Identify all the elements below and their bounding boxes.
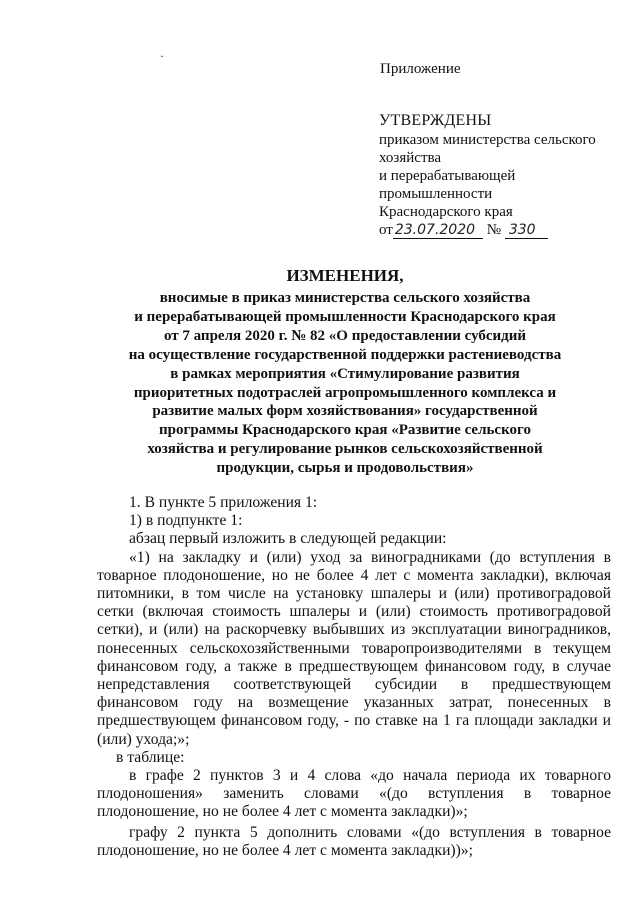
order-date: 23.07.2020 <box>393 222 483 239</box>
paragraph-4: «1) на закладку и (или) уход за виноградниками (до вступления в товарное плодоношение, но не более 4 лет с момента закладки), включая питомники, в том числе на установку шпалеры и (или) противоградовой сетки (включая стоимость шпалеры и (или) стоимость противоградовой сетки), и (или) на раскорчевку выбывших из эксплуатации виноградников, понесенных сельскохозяйственными товаропроизводителями в текущем финансовом году, а также в предшествующем финансовом году, в случае непредставления соответствующей субсидии в предшествующем финансовом году на возмещение указанных затрат, понесенных в предшествующем финансовом году, - по ставке на 1 га площади закладки и (или) ухода;»; <box>97 548 611 748</box>
approved-line-1: приказом министерства сельского <box>379 132 596 148</box>
heading-line: и перерабатывающей промышленности Краснодарского края <box>134 308 556 325</box>
appendix-label: Приложение <box>380 61 461 77</box>
approval-block <box>379 112 624 239</box>
paragraph-1: 1. В пункте 5 приложения 1: <box>129 494 318 511</box>
scan-dot-mark: · <box>160 49 164 63</box>
heading-line: продукции, сырья и продовольствия» <box>216 460 474 477</box>
approved-line-2: хозяйства <box>379 150 442 166</box>
date-prefix: от <box>379 222 393 238</box>
heading-line: хозяйства и регулирование рынков сельскохозяйственной <box>147 441 543 458</box>
approved-line-3: и перерабатывающей <box>379 168 516 184</box>
paragraph-3: абзац первый изложить в следующей редакции: <box>129 530 447 548</box>
approved-line-5: Краснодарского края <box>379 204 513 220</box>
document-heading <box>100 266 590 478</box>
document-body <box>97 494 611 860</box>
heading-title: ИЗМЕНЕНИЯ, <box>286 266 404 285</box>
approved-line-4: промышленности <box>379 186 493 202</box>
heading-line: на осуществление государственной поддержки растениеводства <box>128 346 562 363</box>
paragraph-6: в графе 2 пунктов 3 и 4 слова «до начала периода их товарного плодоношения» заменить словами «(до вступления в товарное плодоношение, но не более 4 лет с момента закладки)»; <box>97 767 611 821</box>
approved-title: УТВЕРЖДЕНЫ <box>379 112 492 129</box>
heading-line: вносимые в приказ министерства сельского хозяйства <box>159 290 531 306</box>
heading-line: от 7 апреля 2020 г. № 82 «О предоставлении субсидий <box>163 327 527 344</box>
heading-line: программы Краснодарского края «Развитие сельского <box>159 422 531 439</box>
order-number: 330 <box>505 222 548 239</box>
order-date-number <box>379 221 624 239</box>
paragraph-5: в таблице: <box>116 748 185 766</box>
heading-line: в рамках мероприятия «Стимулирование развития <box>170 365 520 382</box>
number-prefix: № <box>486 222 502 238</box>
heading-line: приоритетных подотраслей агропромышленного комплекса и <box>133 384 557 401</box>
paragraph-2: 1) в подпункте 1: <box>129 512 243 530</box>
heading-line: развитие малых форм хозяйствования» государственной <box>152 403 538 420</box>
paragraph-7: графу 2 пункта 5 дополнить словами «(до вступления в товарное плодоношение, но не более 4 лет с момента закладки))»; <box>97 823 611 859</box>
